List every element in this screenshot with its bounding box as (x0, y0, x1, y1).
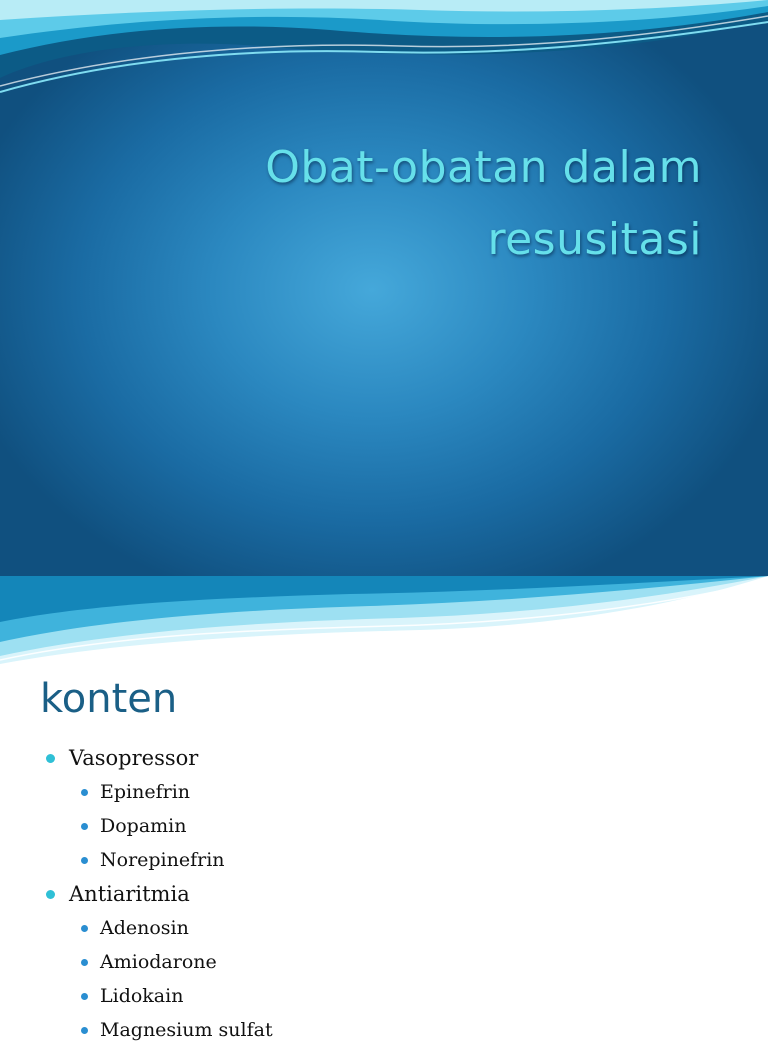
wave-decoration (0, 576, 768, 671)
list-subitem-label: Amiodarone (100, 951, 217, 973)
list-subitem-label: Norepinefrin (100, 849, 225, 871)
bullet-icon (81, 789, 88, 796)
bullet-icon (81, 857, 88, 864)
list-item-label: Vasopressor (69, 746, 199, 770)
slide-title (150, 132, 702, 276)
list-subitem (46, 809, 746, 843)
list-subitem (46, 843, 746, 877)
bullet-icon (46, 754, 55, 763)
slide-heading: konten (40, 676, 178, 722)
title-line-2: resusitasi (487, 214, 702, 265)
list-subitem (46, 1013, 746, 1047)
bullet-icon (81, 959, 88, 966)
list-subitem (46, 979, 746, 1013)
list-subitem-label: Dopamin (100, 815, 187, 837)
bullet-icon (81, 993, 88, 1000)
list-subitem (46, 945, 746, 979)
bullet-icon (81, 1027, 88, 1034)
list-subitem-label: Epinefrin (100, 781, 191, 803)
bullet-icon (81, 925, 88, 932)
bullet-icon (81, 823, 88, 830)
list-item-label: Antiaritmia (69, 882, 190, 906)
bullet-icon (46, 890, 55, 899)
list-subitem-label: Magnesium sulfat (100, 1019, 273, 1041)
title-line-1: Obat-obatan dalam (265, 142, 702, 193)
list-item (46, 877, 746, 911)
list-item (46, 741, 746, 775)
list-subitem (46, 775, 746, 809)
list-subitem (46, 911, 746, 945)
list-subitem-label: Lidokain (100, 985, 184, 1007)
content-slide (0, 576, 768, 1041)
wave-decoration (0, 0, 768, 95)
list-subitem-label: Adenosin (100, 917, 189, 939)
bullet-list (46, 741, 746, 1047)
